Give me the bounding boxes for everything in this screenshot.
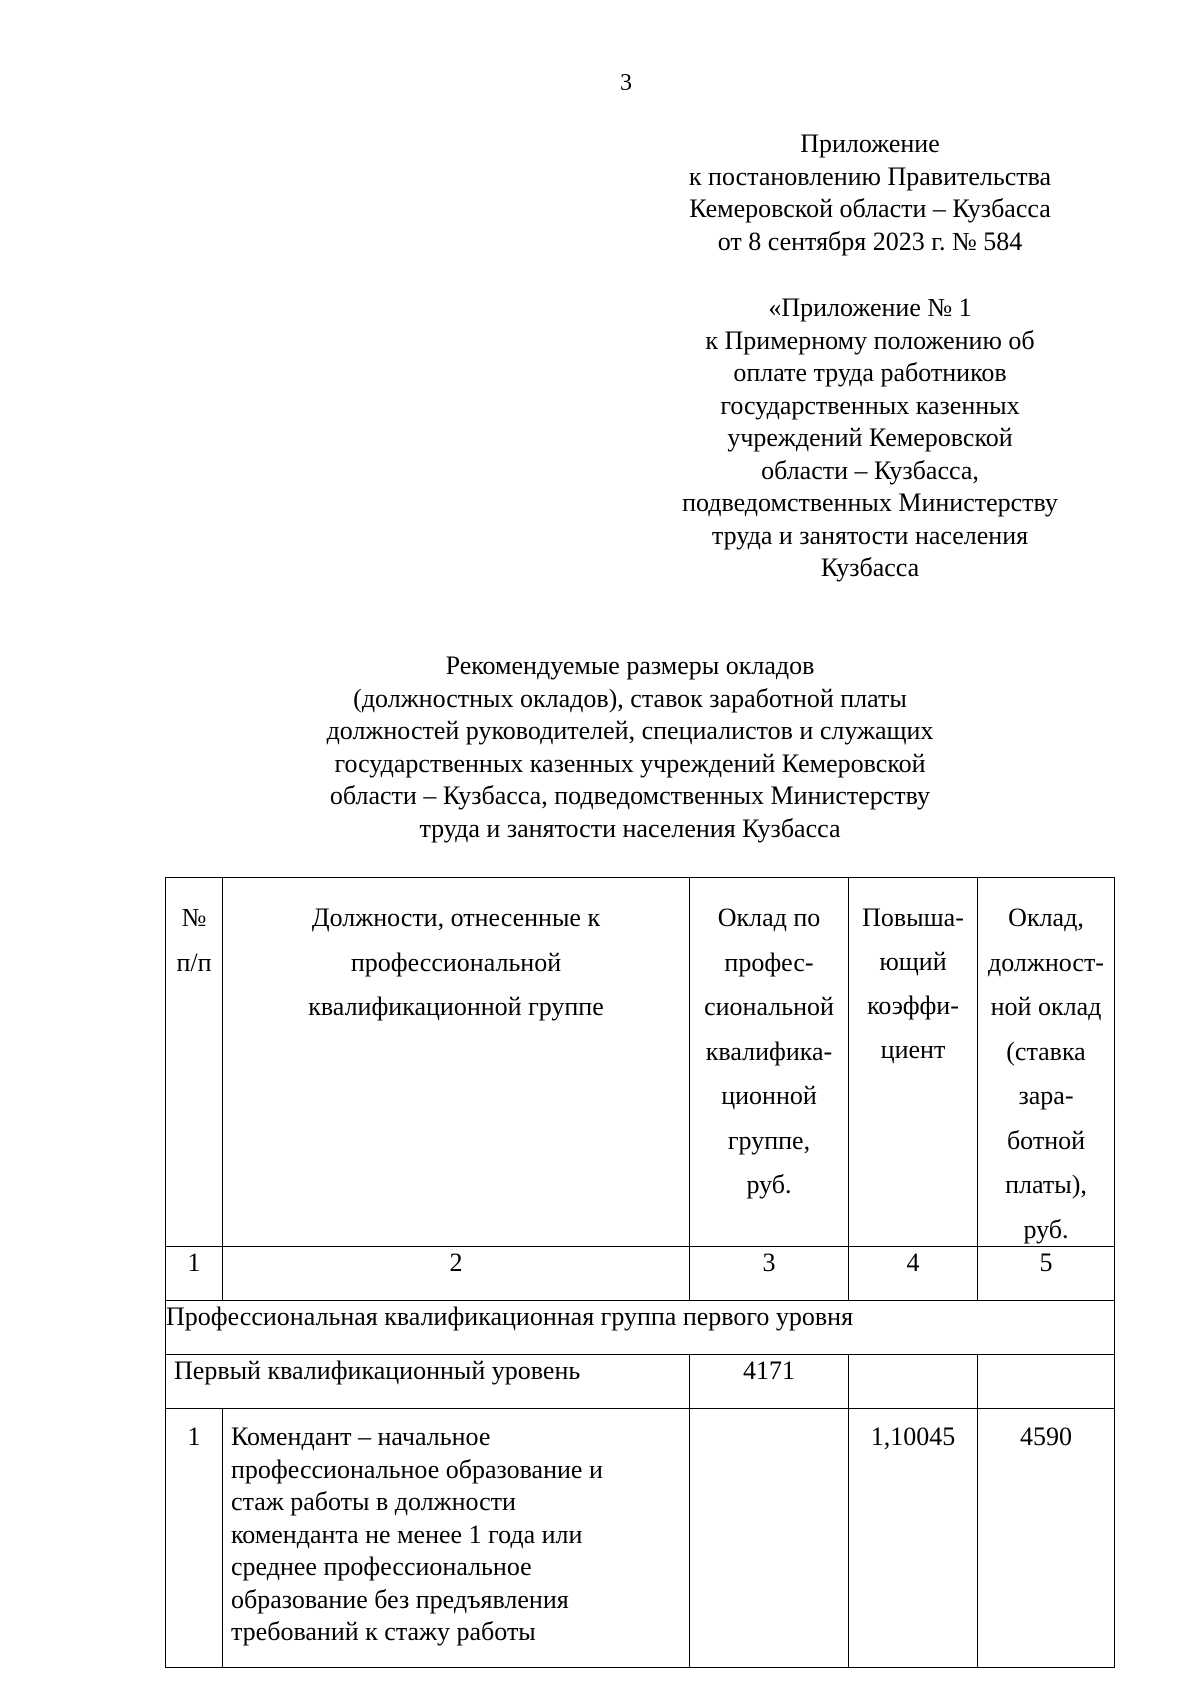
title-line: области – Кузбасса, подведомственных Министерству (329, 781, 931, 810)
header-line: профессиональной (350, 947, 562, 977)
header-line: квалификационной группе (308, 992, 604, 1021)
empty-cell (849, 1355, 978, 1409)
header-line: № (181, 903, 207, 932)
header-line: должност- (988, 947, 1104, 977)
header-line: руб. (746, 1170, 792, 1199)
header-group-salary (690, 878, 849, 1247)
group-row (166, 1301, 1115, 1355)
header-line: (ставка (1006, 1036, 1086, 1066)
appendix-line: подведомственных Министерству (682, 488, 1058, 517)
header-line: группе, (727, 1125, 811, 1155)
appendix-line: оплате труда работников (733, 358, 1007, 387)
page-number: 3 (620, 70, 632, 96)
document-title (250, 650, 1010, 845)
header-line: Должности, отнесенные к (311, 903, 601, 932)
level-label: Первый квалификационный уровень (166, 1355, 690, 1409)
appendix-line: Кузбасса (820, 553, 920, 582)
appendix-line: «Приложение № 1 (768, 293, 972, 322)
approval-block (640, 128, 1100, 258)
description-line: образование без предъявления (231, 1584, 569, 1614)
appendix-line: области – Кузбасса, (761, 455, 979, 485)
column-number: 4 (849, 1247, 978, 1301)
column-number: 5 (978, 1247, 1115, 1301)
title-line: государственных казенных учреждений Кемеровской (334, 748, 926, 778)
item-coefficient: 1,10045 (849, 1409, 978, 1668)
appendix-line: государственных казенных (720, 390, 1020, 420)
appendix-line: учреждений Кемеровской (727, 423, 1013, 452)
title-line: труда и занятости населения Кузбасса (419, 813, 841, 843)
group-title: Профессиональная квалификационная группа первого уровня (166, 1301, 1115, 1355)
header-line: ющий (879, 947, 947, 976)
header-number (166, 878, 223, 1247)
salary-table (165, 877, 1115, 1668)
description-line: среднее профессиональное (231, 1552, 532, 1581)
empty-cell (978, 1355, 1115, 1409)
level-row (166, 1355, 1115, 1409)
description-line: требований к стажу работы (231, 1617, 536, 1646)
header-line: квалифика- (705, 1036, 833, 1066)
description-line: Комендант – начальное (231, 1422, 491, 1451)
header-line: Оклад, (1008, 903, 1084, 932)
item-salary: 4590 (978, 1409, 1115, 1668)
item-number: 1 (166, 1409, 223, 1668)
approval-line: к постановлению Правительства (688, 161, 1052, 191)
item-description (223, 1409, 690, 1668)
header-line: циент (880, 1035, 946, 1064)
header-positions (223, 878, 690, 1247)
description-line: стаж работы в должности (231, 1487, 516, 1516)
header-line: руб. (1023, 1214, 1069, 1244)
appendix-line: труда и занятости населения (711, 520, 1029, 550)
column-number: 1 (166, 1247, 223, 1301)
header-line: сиональной (704, 992, 834, 1021)
appendix-block (640, 292, 1100, 585)
header-line: платы), (1005, 1170, 1087, 1199)
description-line: коменданта не менее 1 года или (231, 1519, 583, 1549)
header-line: ционной (721, 1081, 817, 1110)
column-number: 2 (223, 1247, 690, 1301)
empty-cell (690, 1409, 849, 1668)
title-line: (должностных окладов), ставок заработной платы (353, 683, 907, 713)
approval-line: Приложение (800, 129, 940, 158)
column-number-row (166, 1247, 1115, 1301)
approval-line: Кемеровской области – Кузбасса (689, 194, 1051, 223)
header-line: Оклад по (717, 903, 821, 932)
header-final-salary (978, 878, 1115, 1247)
level-salary: 4171 (690, 1355, 849, 1409)
header-line: коэффи- (867, 991, 959, 1020)
header-line: ной оклад (990, 992, 1102, 1021)
description-line: профессиональное образование и (231, 1454, 603, 1484)
title-line: должностей руководителей, специалистов и служащих (326, 716, 934, 745)
table-row (166, 1409, 1115, 1668)
title-line: Рекомендуемые размеры окладов (445, 651, 815, 680)
appendix-line: к Примерному положению об (705, 325, 1035, 355)
header-line: Повыша- (862, 903, 964, 932)
header-line: зара- (1018, 1081, 1074, 1110)
header-coefficient (849, 878, 978, 1247)
table-header-row (166, 878, 1115, 1247)
header-line: профес- (724, 947, 814, 977)
approval-line: от 8 сентября 2023 г. № 584 (717, 226, 1023, 256)
header-line: ботной (1006, 1125, 1086, 1155)
column-number: 3 (690, 1247, 849, 1301)
header-line: п/п (176, 947, 212, 977)
